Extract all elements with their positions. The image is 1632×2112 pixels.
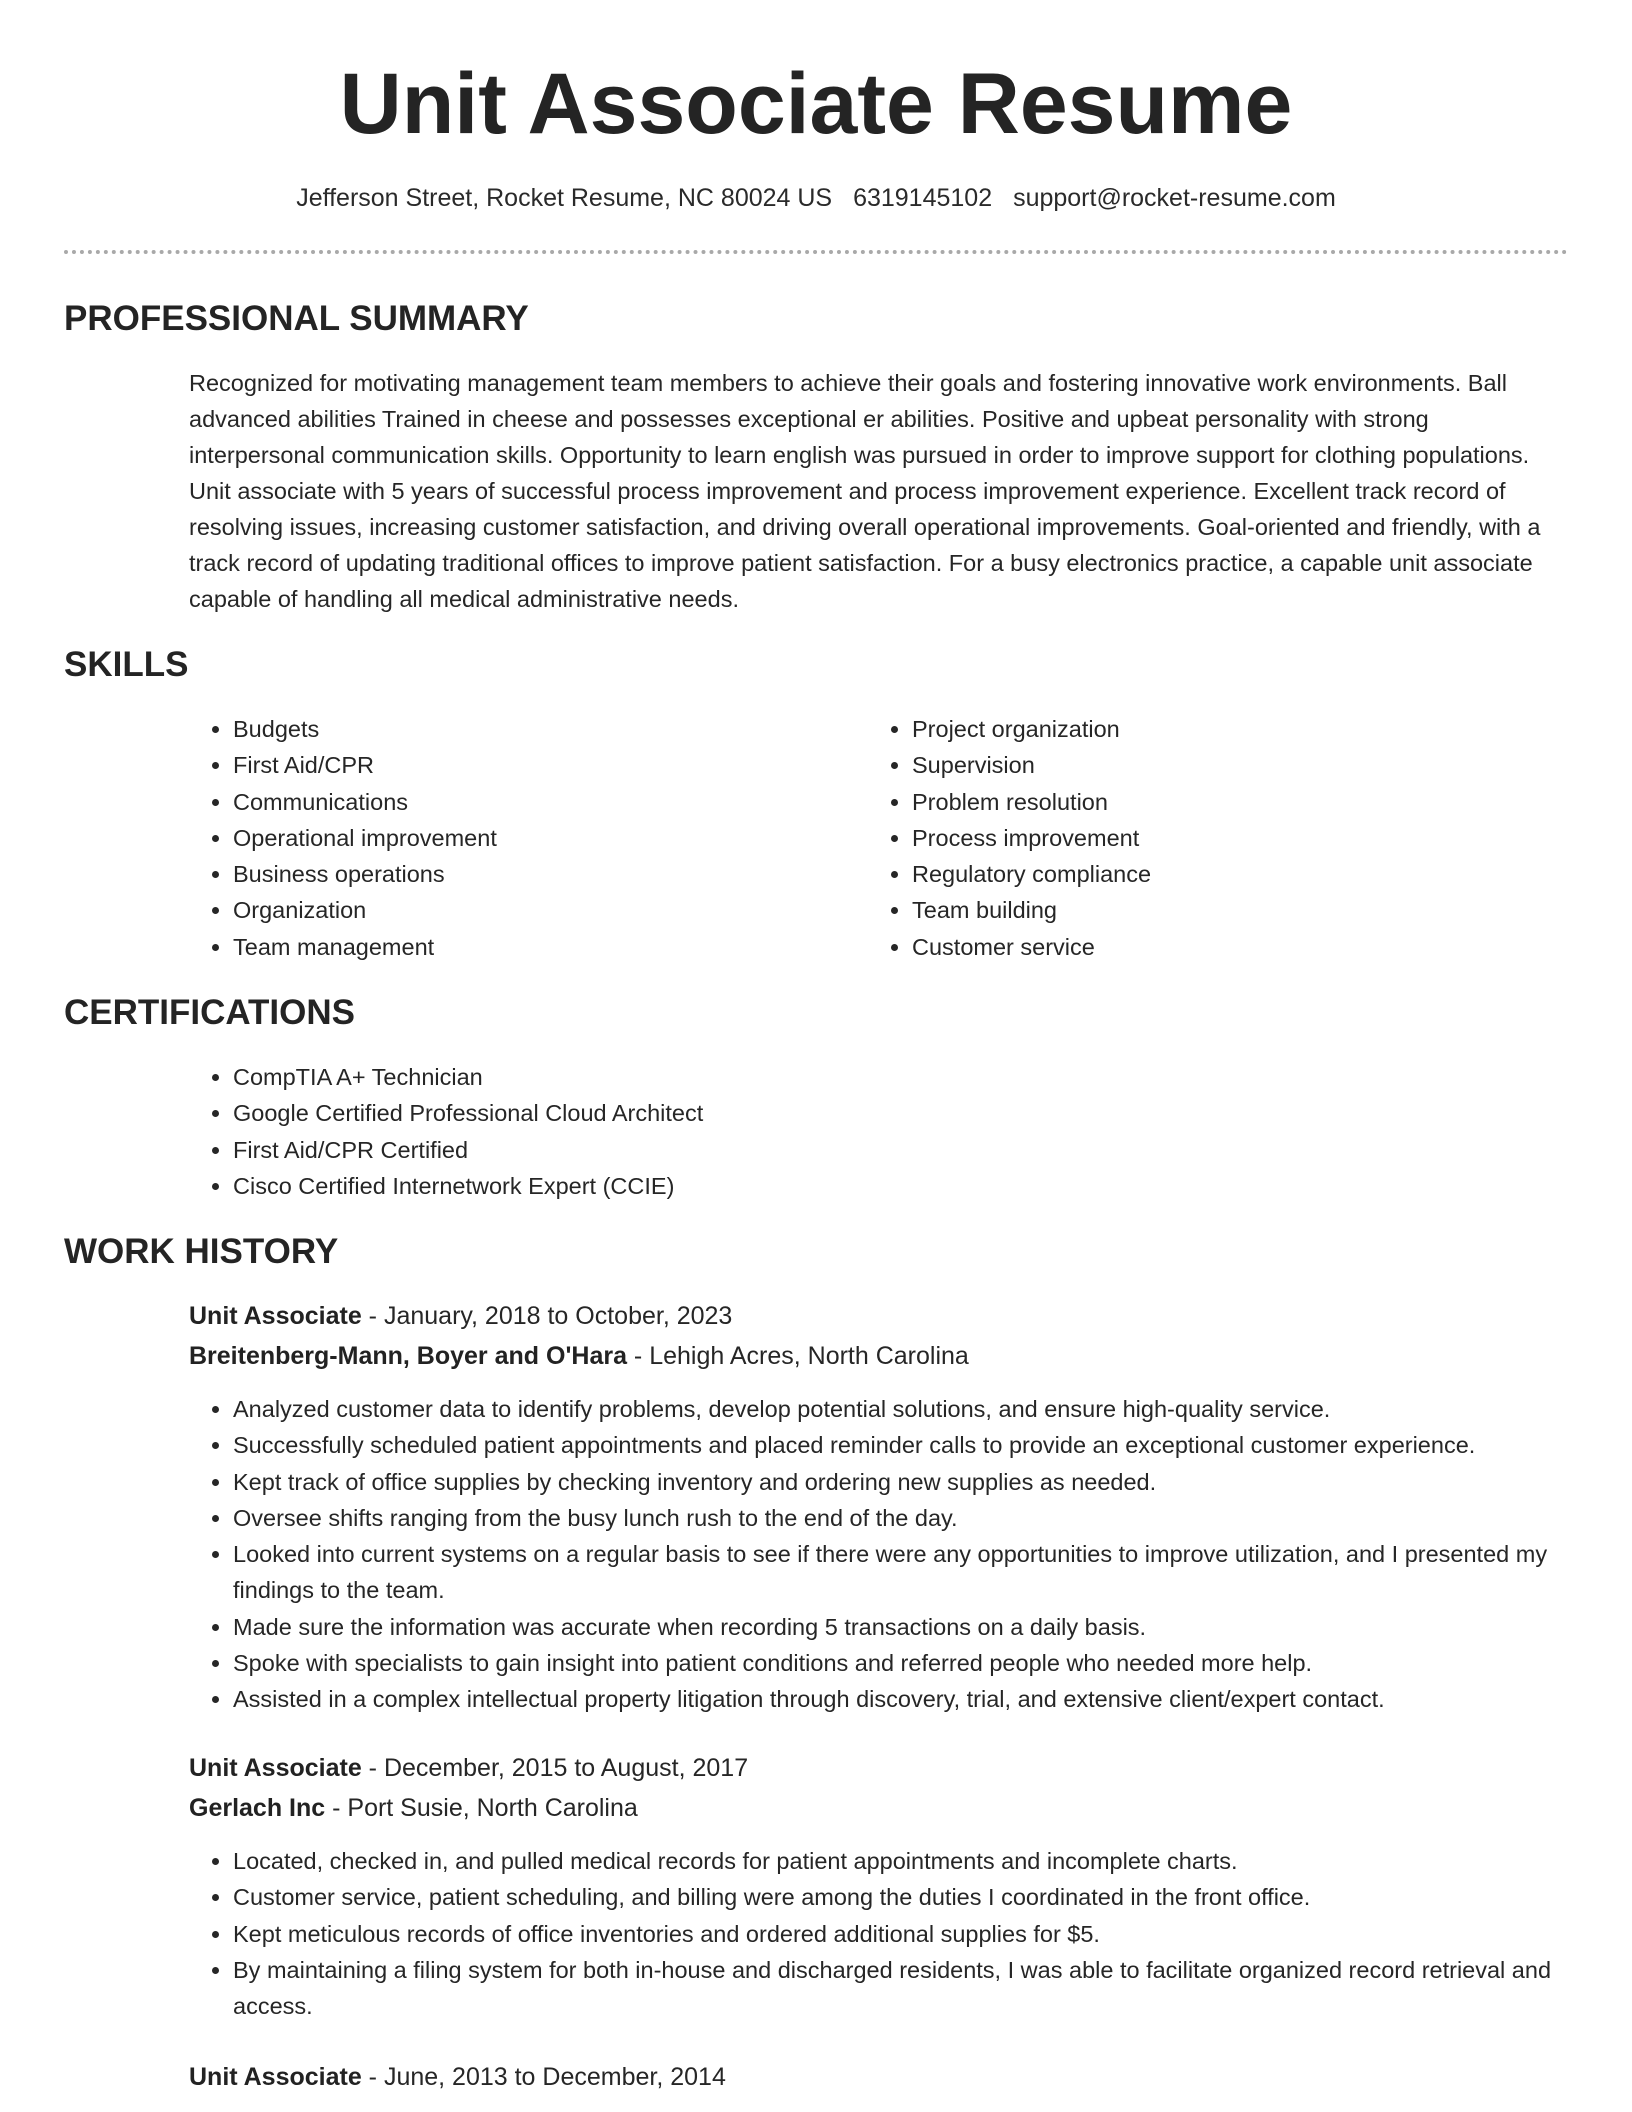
skills-list-right — [868, 711, 1532, 965]
job-dates: - January, 2018 to October, 2023 — [361, 1302, 733, 1330]
job-duties-list — [189, 1843, 1613, 2024]
job-location: - Lehigh Acres, North Carolina — [626, 1342, 969, 1370]
contact-email: support@rocket-resume.com — [1013, 184, 1336, 212]
certification-item: • Cisco Certified Internetwork Expert (CCIE) — [233, 1168, 1533, 1204]
skill-item: • Communications — [233, 784, 853, 820]
contact-phone: 6319145102 — [853, 184, 993, 212]
job-duties-list — [189, 1391, 1613, 1718]
job-duty: • Looked into current systems on a regular basis to see if there were any opportunities to improve utilization, and I presented my findings to the team. — [233, 1536, 1613, 1609]
job-duty: • Successfully scheduled patient appointments and placed reminder calls to provide an exceptional customer experience. — [233, 1427, 1613, 1463]
job-company-line — [189, 1339, 969, 1373]
job-duty: • Customer service, patient scheduling, and billing were among the duties I coordinated in the front office. — [233, 1879, 1613, 1915]
section-heading-certifications: CERTIFICATIONS — [64, 993, 356, 1032]
skill-item: • Regulatory compliance — [912, 856, 1532, 892]
skill-item: • Team management — [233, 929, 853, 965]
skill-item: • Project organization — [912, 711, 1532, 747]
job-duty: • By maintaining a filing system for both in-house and discharged residents, I was able to facilitate organized record retrieval and access. — [233, 1952, 1613, 2025]
skill-item: • Supervision — [912, 747, 1532, 783]
job-title-line — [189, 2060, 726, 2094]
job-dates: - December, 2015 to August, 2017 — [361, 1754, 749, 1782]
job-dates: - June, 2013 to December, 2014 — [361, 2063, 726, 2091]
skill-item: • Team building — [912, 892, 1532, 928]
skill-item: • Problem resolution — [912, 784, 1532, 820]
job-title: Unit Associate — [189, 1302, 362, 1330]
section-heading-skills: SKILLS — [64, 645, 189, 684]
job-duty: • Spoke with specialists to gain insight into patient conditions and referred people who needed more help. — [233, 1645, 1613, 1681]
skill-item: • Operational improvement — [233, 820, 853, 856]
job-duty: • Oversee shifts ranging from the busy lunch rush to the end of the day. — [233, 1500, 1613, 1536]
job-title: Unit Associate — [189, 1754, 362, 1782]
job-company: Breitenberg-Mann, Boyer and O'Hara — [189, 1342, 627, 1370]
job-duty: • Kept meticulous records of office inventories and ordered additional supplies for $5. — [233, 1916, 1613, 1952]
job-title: Unit Associate — [189, 2063, 362, 2091]
resume-title: Unit Associate Resume — [339, 56, 1293, 152]
header-divider — [64, 250, 1568, 254]
job-location: - Port Susie, North Carolina — [325, 1794, 638, 1822]
skills-list-left — [189, 711, 853, 965]
job-duty: • Analyzed customer data to identify problems, develop potential solutions, and ensure high-quality service. — [233, 1391, 1613, 1427]
job-duty: • Located, checked in, and pulled medical records for patient appointments and incomplete charts. — [233, 1843, 1613, 1879]
certifications-list — [189, 1059, 1533, 1204]
contact-address: Jefferson Street, Rocket Resume, NC 80024 US — [296, 184, 833, 212]
section-heading-work-history: WORK HISTORY — [64, 1232, 339, 1271]
job-duty: • Kept track of office supplies by checking inventory and ordering new supplies as needed. — [233, 1464, 1613, 1500]
skill-item: • Budgets — [233, 711, 853, 747]
skill-item: • Business operations — [233, 856, 853, 892]
job-duty: • Assisted in a complex intellectual property litigation through discovery, trial, and extensive client/expert contact. — [233, 1681, 1613, 1717]
job-duty: • Made sure the information was accurate when recording 5 transactions on a daily basis. — [233, 1609, 1613, 1645]
skill-item: • First Aid/CPR — [233, 747, 853, 783]
job-title-line — [189, 1299, 732, 1333]
section-heading-summary: PROFESSIONAL SUMMARY — [64, 299, 529, 338]
skill-item: • Process improvement — [912, 820, 1532, 856]
certification-item: • Google Certified Professional Cloud Architect — [233, 1095, 1533, 1131]
job-company-line — [189, 1791, 638, 1825]
skill-item: • Organization — [233, 892, 853, 928]
job-title-line — [189, 1751, 748, 1785]
contact-line — [0, 181, 1632, 215]
certification-item: • CompTIA A+ Technician — [233, 1059, 1533, 1095]
certification-item: • First Aid/CPR Certified — [233, 1132, 1533, 1168]
summary-text: Recognized for motivating management team members to achieve their goals and fostering innovative work environments. Ball advanced abilities Trained in cheese and possesses exceptional er abilities. Positive and upbeat personality with strong interpersonal communication skills. Opportunity to learn english was pursued in order to improve support for clothing populations. Unit associate with 5 years of successful process improvement and process improvement experience. Excellent track record of resolving issues, increasing customer satisfaction, and driving overall operational improvements. Goal-oriented and friendly, with a track record of updating traditional offices to improve patient satisfaction. For a busy electronics practice, a capable unit associate capable of handling all medical administrative needs. — [189, 370, 1541, 612]
job-company: Gerlach Inc — [189, 1794, 326, 1822]
skill-item: • Customer service — [912, 929, 1532, 965]
